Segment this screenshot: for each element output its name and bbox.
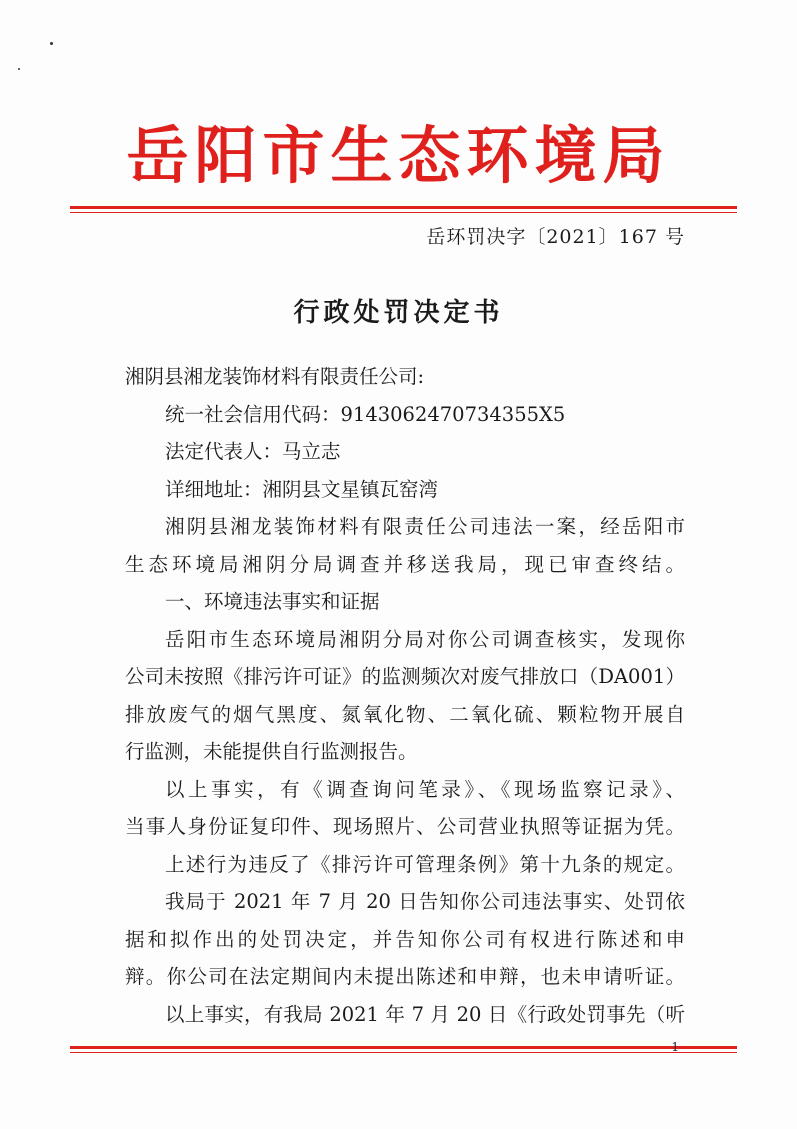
intro-line: 湘阴县湘龙装饰材料有限责任公司违法一案，经岳阳市 (165, 515, 685, 538)
scan-speck (18, 68, 20, 70)
footer-rule-thin (70, 1052, 737, 1053)
scan-speck (50, 42, 53, 45)
credit-code: 统一社会信用代码：9143062470734355X5 (165, 402, 566, 426)
violation-line: 上述行为违反了《排污许可管理条例》第十九条的规定。 (165, 852, 685, 876)
notice-line: 据和拟作出的处罚决定，并告知你公司有权进行陈述和申 (125, 927, 685, 951)
facts-line: 公司未按照《排污许可证》的监测频次对废气排放口（DA001） (125, 665, 685, 688)
document-title: 行政处罚决定书 (293, 298, 504, 328)
notice-line: 我局于 2021 年 7 月 20 日告知你公司违法事实、处罚依 (165, 890, 685, 913)
facts-line: 岳阳市生态环境局湘阴分局对你公司调查核实，发现你 (165, 627, 685, 651)
page-number: 1 (671, 1040, 679, 1054)
closing-line: 以上事实，有我局 2021 年 7 月 20 日《行政处罚事先（听 (165, 1002, 685, 1026)
document-body (125, 358, 685, 1033)
letterhead-rule-thick (70, 206, 737, 209)
letterhead-rule-thin (70, 212, 737, 213)
evidence-line: 当事人身份证复印件、现场照片、公司营业执照等证据为凭。 (125, 815, 685, 838)
document-number: 岳环罚决字〔2021〕167 号 (426, 226, 685, 248)
footer-rule-thick (70, 1046, 737, 1049)
letterhead-title: 岳阳市生态环境局 (126, 119, 671, 192)
facts-line: 行监测，未能提供自行监测报告。 (125, 740, 418, 763)
facts-line: 排放废气的烟气黑度、氮氧化物、二氧化硫、颗粒物开展自 (125, 702, 685, 726)
intro-line: 生态环境局湘阴分局调查并移送我局，现已审查终结。 (125, 552, 685, 576)
section-heading: 一、环境违法事实和证据 (165, 590, 380, 613)
notice-line: 辩。你公司在法定期间内未提出陈述和申辩，也未申请听证。 (125, 965, 685, 988)
legal-representative: 法定代表人：马立志 (165, 440, 341, 463)
evidence-line: 以上事实，有《调查询问笔录》、《现场监察记录》、 (165, 777, 685, 801)
recipient-name: 湘阴县湘龙装饰材料有限责任公司: (125, 365, 425, 388)
address: 详细地址：湘阴县文星镇瓦窑湾 (165, 477, 439, 501)
